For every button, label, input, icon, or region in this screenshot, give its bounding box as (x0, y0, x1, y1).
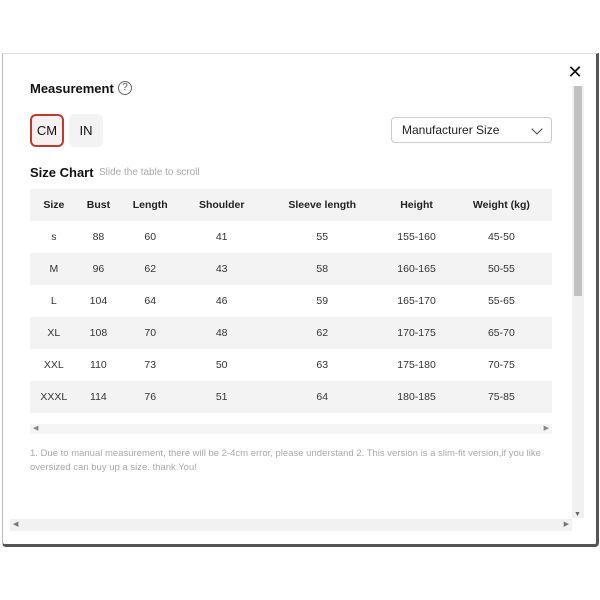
table-cell: 43 (181, 253, 262, 285)
table-cell: 180-185 (382, 381, 450, 413)
help-icon[interactable]: ? (118, 81, 132, 95)
table-cell: 60 (119, 221, 181, 253)
table-cell: 64 (262, 381, 382, 413)
size-select-value: Manufacturer Size (402, 123, 500, 137)
chevron-down-icon (531, 123, 542, 134)
scrollbar-thumb[interactable] (574, 86, 582, 296)
table-cell: 55 (262, 221, 382, 253)
table-cell: 114 (78, 381, 119, 413)
table-cell: 76 (119, 381, 181, 413)
table-header-row (30, 189, 552, 221)
table-row (30, 253, 552, 285)
table-row (30, 317, 552, 349)
table-cell: 110 (78, 349, 119, 381)
column-header: Sleeve length (262, 189, 382, 221)
table-cell: 51 (181, 381, 262, 413)
scroll-left-icon[interactable]: ◀ (33, 425, 39, 432)
manufacturer-size-select[interactable] (391, 117, 552, 143)
table-row (30, 381, 552, 413)
scroll-hint: Slide the table to scroll (99, 167, 200, 178)
table-cell: 65-70 (451, 317, 552, 349)
table-cell: 70 (119, 317, 181, 349)
table-row (30, 221, 552, 253)
table-cell: 108 (78, 317, 119, 349)
table-row (30, 285, 552, 317)
table-cell: 55-65 (451, 285, 552, 317)
table-cell: 50-55 (451, 253, 552, 285)
scroll-down-icon[interactable]: ▼ (574, 511, 581, 518)
table-cell: 170-175 (382, 317, 450, 349)
column-header: Size (30, 189, 78, 221)
table-cell: XL (30, 317, 78, 349)
scroll-right-icon[interactable]: ▶ (563, 521, 569, 528)
table-cell: 59 (262, 285, 382, 317)
table-cell: 46 (181, 285, 262, 317)
measurement-title: Measurement (30, 81, 114, 96)
table-cell: L (30, 285, 78, 317)
table-cell: 88 (78, 221, 119, 253)
table-cell: 41 (181, 221, 262, 253)
column-header: Weight (kg) (451, 189, 552, 221)
table-cell: XXXL (30, 381, 78, 413)
unit-cm-button[interactable]: CM (30, 114, 64, 147)
unit-in-button[interactable]: IN (69, 114, 103, 147)
column-header: Height (382, 189, 450, 221)
scroll-right-icon[interactable]: ▶ (543, 425, 549, 432)
table-cell: 45-50 (451, 221, 552, 253)
table-cell: 155-160 (382, 221, 450, 253)
table-cell: 165-170 (382, 285, 450, 317)
table-cell: 62 (119, 253, 181, 285)
table-cell: 96 (78, 253, 119, 285)
table-cell: 160-165 (382, 253, 450, 285)
modal-horizontal-scrollbar[interactable] (10, 519, 572, 531)
table-cell: 58 (262, 253, 382, 285)
measurement-note: 1. Due to manual measurement, there will be 2-4cm error, please understand 2. This version is a slim-fit version,if you like oversized can buy up a size. thank You! (30, 448, 541, 473)
table-horizontal-scrollbar[interactable] (30, 424, 552, 434)
size-table (30, 189, 552, 413)
scroll-left-icon[interactable]: ◀ (13, 521, 19, 528)
table-cell: 50 (181, 349, 262, 381)
table-cell: 62 (262, 317, 382, 349)
close-icon[interactable]: ✕ (567, 62, 583, 82)
table-cell: 70-75 (451, 349, 552, 381)
size-chart-title: Size Chart (30, 165, 94, 180)
table-row (30, 349, 552, 381)
table-cell: 175-180 (382, 349, 450, 381)
table-cell: 104 (78, 285, 119, 317)
table-cell: 75-85 (451, 381, 552, 413)
table-cell: s (30, 221, 78, 253)
modal-vertical-scrollbar[interactable] (572, 86, 584, 518)
table-cell: XXL (30, 349, 78, 381)
column-header: Length (119, 189, 181, 221)
table-cell: 73 (119, 349, 181, 381)
table-cell: 48 (181, 317, 262, 349)
table-cell: 63 (262, 349, 382, 381)
table-cell: 64 (119, 285, 181, 317)
table-cell: M (30, 253, 78, 285)
column-header: Shoulder (181, 189, 262, 221)
column-header: Bust (78, 189, 119, 221)
